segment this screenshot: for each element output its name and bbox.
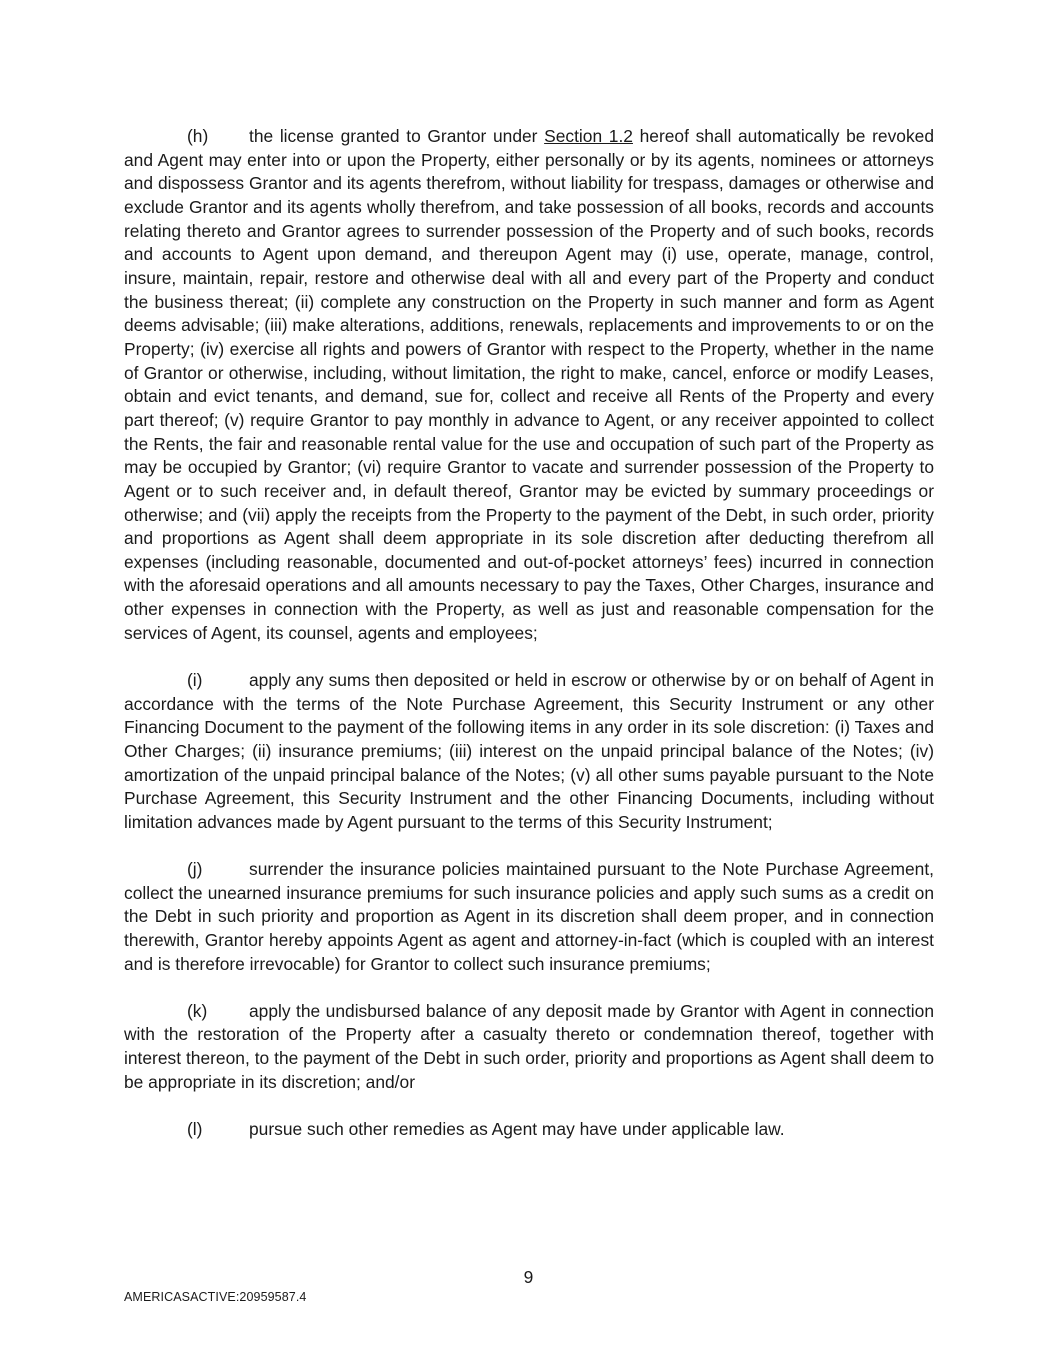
paragraph-h xyxy=(124,125,934,645)
section-reference-link[interactable]: Section 1.2 xyxy=(544,126,633,146)
paragraph-text: apply any sums then deposited or held in escrow or otherwise by or on behalf of Agent in accordance with the terms of the Note Purchase Agreement, this Security Instrument or any other Financing Document to the payment of the following items in any order in its sole discretion: (i) Taxes and Other Charges; (ii) insurance premiums; (iii) interest on the unpaid principal balance of the Notes; (iv) amortization of the unpaid principal balance of the Notes; (v) all other sums payable pursuant to the Note Purchase Agreement, this Security Instrument and the other Financing Documents, including without limitation advances made by Agent pursuant to the terms of this Security Instrument; xyxy=(124,669,934,832)
paragraph-label: (i) xyxy=(187,669,203,690)
paragraph-text: pursue such other remedies as Agent may have under applicable law. xyxy=(249,1118,785,1139)
paragraph-label: (l) xyxy=(187,1118,203,1139)
paragraph-text: the license granted to Grantor under xyxy=(249,126,545,146)
paragraph-text: apply the undisbursed balance of any deposit made by Grantor with Agent in connection with the restoration of the Property after a casualty thereto or condemnation thereof, together with interest thereon, to the payment of the Debt in such order, priority and proportions as Agent shall deem to be appropriate in its discretion; and/or xyxy=(124,1000,934,1092)
paragraph-i xyxy=(124,669,934,835)
paragraph-label: (k) xyxy=(187,1000,208,1021)
paragraph-label: (h) xyxy=(187,126,209,146)
page-number: 9 xyxy=(523,1267,534,1287)
paragraph-text: hereof shall automatically be revoked and Agent may enter into or upon the Property, either personally or by its agents, nominees or attorneys and dispossess Grantor and its agents therefrom, without liability for trespass, damages or otherwise and exclude Grantor and its agents wholly therefrom, and take possession of all books, records and accounts relating thereto and Grantor agrees to surrender possession of the Property and of such books, records and accounts to Agent upon demand, and thereupon Agent may (i) use, operate, manage, control, insure, maintain, repair, restore and otherwise deal with all and every part of the Property and conduct the business thereat; (ii) complete any construction on the Property in such manner and form as Agent deems advisable; (iii) make alterations, additions, renewals, replacements and improvements to or on the Property; (iv) exercise all rights and powers of Grantor with respect to the Property, whether in the name of Grantor or otherwise, including, without limitation, the right to make, cancel, enforce or modify Leases, obtain and evict tenants, and demand, sue for, collect and receive all Rents of the Property and every part thereof; (v) require Grantor to pay monthly in advance to Agent, or any receiver appointed to collect the Rents, the fair and reasonable rental value for the use and occupation of such part of the Property as may be occupied by Grantor; (vi) require Grantor to vacate and surrender possession of the Property to Agent or to such receiver and, in default thereof, Grantor may be evicted by summary proceedings or otherwise; and (vii) apply the receipts from the Property to the payment of the Debt, in such order, priority and proportions as Agent shall deem appropriate in its sole discretion after deducting therefrom all expenses (including reasonable, documented and out-of-pocket attorneys’ fees) incurred in connection with the aforesaid operations and all amounts necessary to pay the Taxes, Other Charges, insurance and other expenses in connection with the Property, as well as just and reasonable compensation for the services of Agent, its counsel, agents and employees; xyxy=(124,126,934,643)
paragraph-l xyxy=(124,1118,934,1142)
document-footer-id: AMERICASACTIVE:20959587.4 xyxy=(124,1290,307,1304)
paragraph-k xyxy=(124,1000,934,1095)
paragraph-text: surrender the insurance policies maintained pursuant to the Note Purchase Agreement, collect the unearned insurance premiums for such insurance policies and apply such sums as a credit on the Debt in such priority and proportion as Agent in its discretion shall deem proper, and in connection therewith, Grantor hereby appoints Agent as agent and attorney-in-fact (which is coupled with an interest and is therefore irrevocable) for Grantor to collect such insurance premiums; xyxy=(124,859,934,974)
paragraph-label: (j) xyxy=(187,859,203,880)
paragraph-j xyxy=(124,858,934,976)
document-body xyxy=(124,125,934,1165)
